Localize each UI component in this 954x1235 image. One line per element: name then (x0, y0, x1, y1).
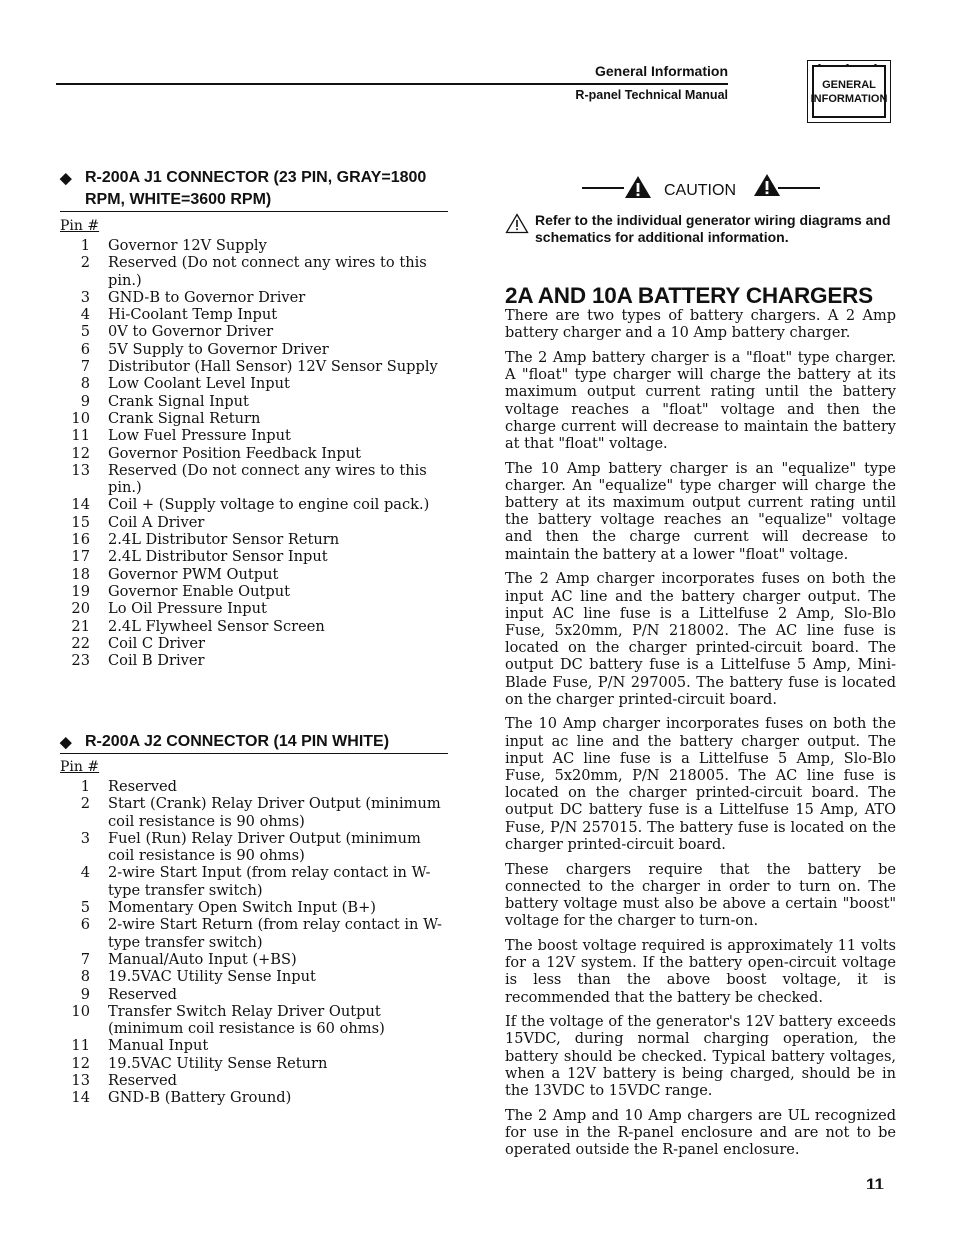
pin-row (60, 635, 450, 652)
pin-number: 15 (71, 513, 90, 531)
pin-description: Low Fuel Pressure Input (108, 427, 291, 445)
pin-row (60, 254, 450, 289)
warning-icon (753, 173, 781, 197)
pin-number: 4 (80, 306, 90, 324)
pin-description: Manual Input (108, 1037, 209, 1055)
pin-number: 10 (71, 409, 90, 427)
pin-row (60, 864, 450, 899)
pin-description: Reserved (108, 1072, 177, 1090)
pin-description: Governor Position Feedback Input (108, 444, 362, 462)
pin-row (60, 393, 450, 410)
pin-number: 18 (71, 565, 90, 583)
pin-number: 23 (71, 652, 90, 670)
j1-heading-line-2: RPM, WHITE=3600 RPM) (85, 191, 272, 208)
pin-row (60, 916, 450, 951)
body-paragraph: If the voltage of the generator's 12V battery exceeds 15VDC, during normal charging operation, the battery should be checked. Typical battery voltages, when a 12V battery is being charged, should be in the 13VDC to 15VDC range. (505, 1014, 896, 1100)
pin-row (60, 899, 450, 916)
pin-number: 1 (80, 237, 90, 254)
pin-number: 13 (71, 1072, 90, 1090)
pin-description: Reserved (Do not connect any wires to this pin.) (108, 461, 427, 497)
pin-number: 8 (80, 375, 90, 393)
pin-number: 8 (80, 968, 90, 986)
pin-description: Crank Signal Input (108, 392, 249, 410)
pin-description: Manual/Auto Input (+BS) (108, 950, 297, 968)
pin-number: 2 (80, 254, 90, 272)
pin-description: Low Coolant Level Input (108, 375, 290, 393)
pin-description: 2.4L Flywheel Sensor Screen (108, 617, 325, 635)
pin-number: 7 (80, 950, 90, 968)
pin-row (60, 496, 450, 513)
body-paragraph: These chargers require that the battery be connected to the charger in order to turn on. The battery voltage must also be above a certain "boost" voltage for the charger to turn-on. (505, 861, 896, 930)
pin-row (60, 830, 450, 865)
pin-number: 9 (80, 392, 90, 410)
pin-row (60, 410, 450, 427)
pin-description: Reserved (Do not connect any wires to this pin.) (108, 254, 427, 289)
pin-number: 7 (80, 358, 90, 376)
caution-note-text: Refer to the individual generator wiring diagrams and schematics for additional information. (535, 212, 891, 245)
page-number: 11 (866, 1175, 884, 1189)
pin-row (60, 462, 450, 497)
pin-description: Coil C Driver (108, 634, 205, 652)
pin-description: Lo Oil Pressure Input (108, 600, 267, 618)
j2-heading-text: R-200A J2 CONNECTOR (14 PIN WHITE) (85, 733, 390, 750)
pin-description: GND-B to Governor Driver (108, 288, 306, 306)
pin-row (60, 341, 450, 358)
pin-number: 11 (71, 1037, 90, 1055)
j1-pin-label: Pin # (60, 218, 100, 234)
pin-row (60, 951, 450, 968)
pin-number: 2 (80, 795, 90, 813)
pin-description: 19.5VAC Utility Sense Return (108, 1054, 328, 1072)
pin-description: Crank Signal Return (108, 409, 261, 427)
pin-description: Reserved (108, 985, 177, 1003)
pin-number: 3 (80, 829, 90, 847)
diamond-bullet-icon: ◆ (60, 734, 72, 751)
header-subtitle: R-panel Technical Manual (575, 88, 728, 102)
pin-number: 14 (71, 1089, 90, 1107)
pin-number: 4 (80, 864, 90, 882)
pin-number: 9 (80, 985, 90, 1003)
pin-row (60, 306, 450, 323)
caution-rule-right (778, 187, 820, 189)
pin-row (60, 514, 450, 531)
pin-description: Distributor (Hall Sensor) 12V Sensor Supply (108, 358, 438, 376)
pin-number: 1 (80, 778, 90, 795)
pin-row (60, 583, 450, 600)
pin-description: GND-B (Battery Ground) (108, 1089, 292, 1107)
pin-row (60, 531, 450, 548)
pin-description: Governor 12V Supply (108, 237, 267, 254)
pin-number: 12 (71, 1054, 90, 1072)
pin-number: 21 (71, 617, 90, 635)
pin-description: Momentary Open Switch Input (B+) (108, 899, 376, 917)
pin-description: Governor PWM Output (108, 565, 279, 583)
pin-row (60, 566, 450, 583)
chargers-heading: 2A AND 10A BATTERY CHARGERS (505, 283, 873, 308)
pin-row (60, 445, 450, 462)
pin-number: 22 (71, 634, 90, 652)
pin-row (60, 427, 450, 444)
pin-row (60, 358, 450, 375)
pin-row (60, 1089, 450, 1106)
warning-outline-icon (505, 213, 529, 234)
j2-pin-label: Pin # (60, 759, 100, 775)
pin-description: Coil A Driver (108, 513, 205, 531)
pin-row (60, 795, 450, 830)
pin-number: 17 (71, 548, 90, 566)
pin-description: 2-wire Start Input (from relay contact in W-type transfer switch) (108, 864, 431, 899)
pin-description: Reserved (108, 778, 177, 795)
pin-number: 14 (71, 496, 90, 514)
pin-description: Start (Crank) Relay Driver Output (minimum coil resistance is 90 ohms) (108, 795, 441, 830)
body-paragraph: The 2 Amp and 10 Amp chargers are UL recognized for use in the R-panel enclosure and are not to be operated outside the R-panel enclosure. (505, 1107, 896, 1159)
pin-row (60, 1037, 450, 1054)
pin-row (60, 968, 450, 985)
j1-heading-line-1: R-200A J1 CONNECTOR (23 PIN, GRAY=1800 (85, 169, 427, 186)
pin-number: 6 (80, 916, 90, 934)
j1-pin-list (60, 237, 450, 669)
pin-row (60, 1003, 450, 1038)
pin-description: Hi-Coolant Temp Input (108, 306, 278, 324)
pin-number: 12 (71, 444, 90, 462)
pin-row (60, 548, 450, 565)
section-tab-label (812, 65, 886, 118)
body-paragraph: There are two types of battery chargers. A 2 Amp battery charger and a 10 Amp battery charger. (505, 308, 896, 342)
pin-row (60, 289, 450, 306)
pin-row (60, 600, 450, 617)
body-paragraph: The 10 Amp charger incorporates fuses on both the input ac line and the battery charger output. The input AC line fuse is a Littelfuse 5 Amp, Slo-Blo Fuse, 5x20mm, P/N 218005. The AC line fuse is located on the charger printed-circuit board. The output DC battery fuse is a Littelfuse 15 Amp, ATO Fuse, P/N 257015. The battery fuse is located on the charger printed-circuit board. (505, 716, 896, 853)
section-tab (807, 60, 891, 123)
pin-description: Governor Enable Output (108, 582, 290, 600)
pin-description: 19.5VAC Utility Sense Input (108, 968, 316, 986)
pin-description: Coil + (Supply voltage to engine coil pack.) (108, 496, 430, 514)
pin-number: 11 (71, 427, 90, 445)
pin-number: 19 (71, 582, 90, 600)
pin-number: 20 (71, 600, 90, 618)
pin-number: 5 (80, 899, 90, 917)
body-paragraph: The boost voltage required is approximately 11 volts for a 12V system. If the battery open-circuit voltage is less than the above boost voltage, it is recommended that the battery be checked. (505, 937, 896, 1006)
pin-row (60, 986, 450, 1003)
body-paragraph: The 2 Amp battery charger is a "float" type charger. A "float" type charger will charge the battery at its maximum output current rating until the battery voltage reaches a "float" voltage and then the charge current will decrease to maintain the battery at that "float" voltage. (505, 349, 896, 452)
pin-description: 2.4L Distributor Sensor Return (108, 531, 340, 549)
tab-line-1: GENERAL (822, 78, 876, 91)
header-rule (56, 83, 728, 85)
body-paragraph: The 2 Amp charger incorporates fuses on both the input AC line and the battery charger output. The input AC line fuse is a Littelfuse 2 Amp, Slo-Blo Fuse, 5x20mm, P/N 218002. The AC line fuse is located on the charger printed-circuit board. The output DC battery fuse is a Littelfuse 5 Amp, Mini-Blade Fuse, P/N 297005. The battery fuse is located on the charger printed-circuit board. (505, 571, 896, 708)
pin-description: Coil B Driver (108, 652, 205, 670)
pin-description: 0V to Governor Driver (108, 323, 274, 341)
pin-description: 2-wire Start Return (from relay contact in W-type transfer switch) (108, 916, 442, 951)
pin-description: Transfer Switch Relay Driver Output (minimum coil resistance is 60 ohms) (108, 1002, 385, 1038)
pin-number: 5 (80, 323, 90, 341)
caution-rule-left (582, 187, 624, 189)
pin-description: Fuel (Run) Relay Driver Output (minimum coil resistance is 90 ohms) (108, 829, 421, 865)
pin-row (60, 652, 450, 669)
body-paragraph: The 10 Amp battery charger is an "equalize" type charger. An "equalize" type charger will charge the battery at its maximum output current rating until the battery voltage reaches an "equalize" voltage and then the charge current will decrease to maintain the battery at a lower "float" voltage. (505, 460, 896, 563)
diamond-bullet-icon: ◆ (60, 170, 72, 187)
j2-heading (60, 731, 448, 754)
pin-number: 3 (80, 288, 90, 306)
caution-note (505, 212, 897, 246)
caution-label: CAUTION (664, 182, 736, 199)
pin-number: 10 (71, 1002, 90, 1020)
chargers-body (505, 308, 896, 1167)
j2-pin-list (60, 778, 450, 1107)
pin-number: 6 (80, 340, 90, 358)
caution-banner (582, 173, 820, 203)
pin-row (60, 618, 450, 635)
pin-row (60, 1072, 450, 1089)
pin-number: 16 (71, 531, 90, 549)
warning-icon (624, 175, 652, 199)
header-title: General Information (594, 63, 728, 79)
pin-description: 2.4L Distributor Sensor Input (108, 548, 328, 566)
pin-row (60, 778, 450, 795)
pin-number: 13 (71, 461, 90, 479)
pin-row (60, 1055, 450, 1072)
j1-heading (60, 167, 448, 212)
pin-row (60, 237, 450, 254)
pin-row (60, 375, 450, 392)
pin-row (60, 323, 450, 340)
tab-line-2: INFORMATION (810, 92, 888, 105)
pin-description: 5V Supply to Governor Driver (108, 340, 329, 358)
